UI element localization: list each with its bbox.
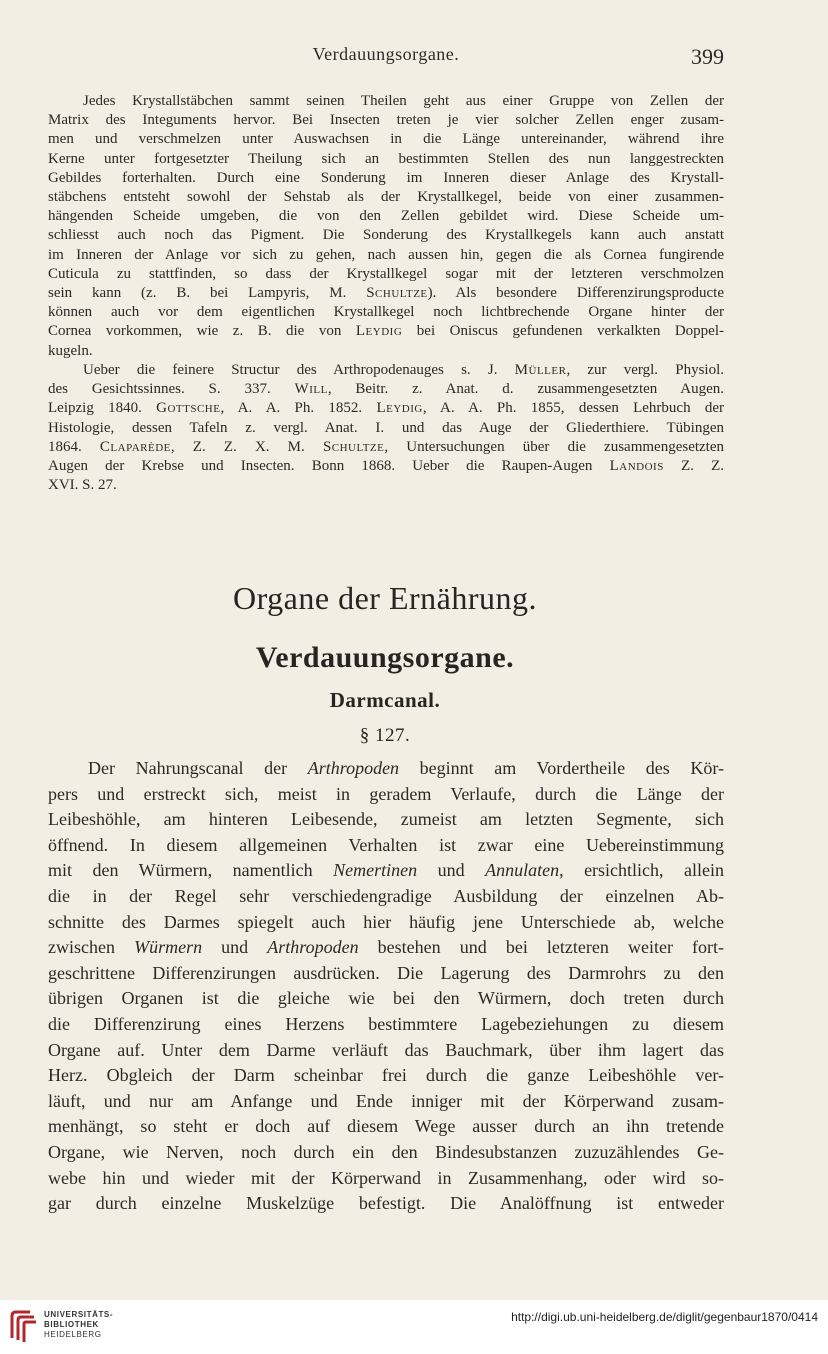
text-span: und [417,860,486,881]
text-line: Matrix des Integuments hervor. Bei Insecten treten je vier solcher Zellen enger zusam- [48,112,724,129]
text-span: , Untersuchungen über die zusammengesetzten [384,438,725,455]
paragraph-number: § 127. [359,725,411,746]
text-line: Herz. Obgleich der Darm scheinbar frei durch die ganze Leibeshöhle ver- [48,1065,724,1086]
text-line: können auch vor dem eigentlichen Krystallkegel noch lichtbrechende Organe hinter der [48,304,724,321]
text-span: bestehen und bei letzteren weiter fort- [358,937,725,958]
text-line: pers und erstreckt sich, meist in geradem Verlaufe, durch die Länge der [48,783,724,804]
section-title: Organe der Ernährung. [232,580,537,616]
university-library-logo-icon [6,1308,40,1344]
text-line: läuft, und nur am Anfange und Ende inniger mit der Körperwand zusam- [48,1090,724,1111]
text-span: beginnt am Vordertheile des Kör- [399,758,724,778]
text-line: Cuticula zu stattfinden, so dass der Krystallkegel sogar mit der letzteren verschmolzen [48,265,724,282]
paragraph-digestive-canal [48,756,724,1217]
text-line: die Differenzirung eines Herzens bestimmtere Lagebeziehungen zu diesem [48,1013,724,1034]
text-line: menhängt, so steht er doch auf diesem Wege ausser durch an ihn tretende [48,1116,724,1137]
text-span: mit den Würmern, namentlich [48,860,334,881]
text-line: stäbchens entsteht sowohl der Sehstab als der Krystallkegel, beide von einer zusammen- [48,189,724,206]
text-span: , Z. Z. X. M. [170,438,323,455]
text-span: Der Nahrungscanal der [88,758,308,778]
text-line: öffnend. In diesem allgemeinen Verhalten ist zwar eine Uebereinstimmung [48,834,724,855]
text-span: bei Oniscus gefundenen verkalkten Doppel- [402,323,724,340]
text-span: , A. A. Ph. 1855, dessen Lehrbuch der [422,400,724,417]
text-span: Cornea vorkommen, wie z. B. die von [48,323,356,340]
text-span: , ersichtlich, allein [559,860,725,881]
text-span: Augen der Krebse und Insecten. Bonn 1868. Ueber die Raupen-Augen [48,458,610,475]
text-line: Kerne unter fortgesetzter Theilung sich an bestimmten Stellen des nun langgestreckten [48,150,724,167]
text-line: Leibeshöhle, am hinteren Leibesende, zumeist am letzten Segmente, sich [48,809,724,830]
author-name: Leydig [355,323,403,340]
text-line: Histologie, dessen Tafeln z. vergl. Anat. I. und das Auge der Gliederthiere. Tübingen [48,419,724,436]
text-span: 1864. [48,438,100,455]
text-line [48,361,724,380]
text-span: , zur vergl. Physiol. [566,362,724,378]
text-line: schliesst auch noch das Pigment. Die Sonderung des Krystallkegels kann auch anstatt [48,227,724,244]
text-span: Z. Z. [663,458,724,475]
italic-term: Nemertinen [333,860,418,881]
text-span: des Gesichtssinnes. S. 337. [48,381,295,398]
text-line [48,438,724,457]
literature-references [48,361,724,495]
footer-bar [0,1300,828,1354]
text-line: schnitte des Darmes spiegelt auch hier häufig jene Unterschiede ab, welche [48,911,724,932]
text-span: und [202,937,268,958]
text-line: Gebildes forterhalten. Durch eine Sonderung im Inneren dieser Anlage des Krystall- [48,169,724,186]
page-number: 399 [691,44,724,69]
text-line [48,935,724,961]
text-span: sein kann (z. B. bei Lampyris, M. [48,285,367,302]
italic-term: Würmern [134,937,203,958]
source-url-link[interactable]: http://digi.ub.uni-heidelberg.de/diglit/gegenbaur1870/0414 [511,1310,818,1324]
logo-line: BIBLIOTHEK [44,1320,99,1329]
author-name: Müller [514,362,567,378]
text-line: kugeln. [48,342,93,359]
logo-line: UNIVERSITÄTS- [44,1310,114,1319]
text-line: Organe auf. Unter dem Darme verläuft das Bauchmark, über ihm lagert das [48,1039,724,1060]
text-line: geschrittene Differenzirungen ausdrücken. Die Lagerung des Darmrohrs zu den [48,962,724,983]
subsection-title: Verdauungsorgane. [255,641,515,674]
author-name: Schultze [366,285,428,302]
italic-term: Arthropoden [267,937,359,958]
logo-wordmark [44,1310,113,1340]
text-span: , Beitr. z. Anat. d. zusammengesetzten Augen. [327,381,725,398]
text-line: XVI. S. 27. [48,477,117,494]
text-span: , A. A. Ph. 1852. [220,400,377,417]
italic-term: Arthropoden [307,758,400,778]
author-name: Gottsche [156,400,221,417]
author-name: Leydig [376,400,423,417]
page-header [48,44,724,74]
paragraph-crystal-rods [48,92,724,361]
text-line: men und verschmelzen unter Auswachsen in die Länge untereinander, während ihre [48,131,724,148]
author-name: Landois [609,458,664,475]
text-line [48,380,724,399]
text-line: hängenden Scheide umgeben, die von den Zellen gebildet wird. Diese Scheide um- [48,208,724,225]
text-span: zwischen [48,937,135,958]
text-line [48,399,724,418]
running-head: Verdauungsorgane. [312,44,460,64]
author-name: Will [294,381,328,398]
text-span: Ueber die feinere Structur des Arthropodenauges s. J. [83,362,515,378]
text-span: ). Als besondere Differenzirungsproducte [427,285,724,302]
author-name: Schultze [322,438,385,455]
subheading: Darmcanal. [329,688,441,712]
text-line: gar durch einzelne Muskelzüge befestigt. Die Analöffnung ist entweder [48,1193,724,1214]
text-line: die in der Regel sehr verschiedengradige Ausbildung der einzelnen Ab- [48,885,724,906]
text-line [48,457,724,476]
text-span: Leipzig 1840. [48,400,157,417]
text-line: Organe, wie Nerven, noch durch ein den Bindesubstanzen zuzuzählendes Ge- [48,1141,724,1162]
text-line: übrigen Organen ist die gleiche wie bei den Würmern, doch treten durch [48,988,724,1009]
text-line: Jedes Krystallstäbchen sammt seinen Theilen geht aus einer Gruppe von Zellen der [83,93,724,109]
text-line [48,858,724,884]
text-line [48,322,724,341]
text-line [48,756,724,782]
author-name: Claparède [99,438,171,455]
text-line: webe hin und wieder mit der Körperwand in Zusammenhang, oder wird so- [48,1167,724,1188]
logo-line: HEIDELBERG [44,1330,102,1339]
text-line [48,284,724,303]
text-line: im Inneren der Anlage vor sich zu gehen, nach aussen hin, gegen die als Cornea fungirende [48,246,724,263]
italic-term: Annulaten [485,860,560,881]
